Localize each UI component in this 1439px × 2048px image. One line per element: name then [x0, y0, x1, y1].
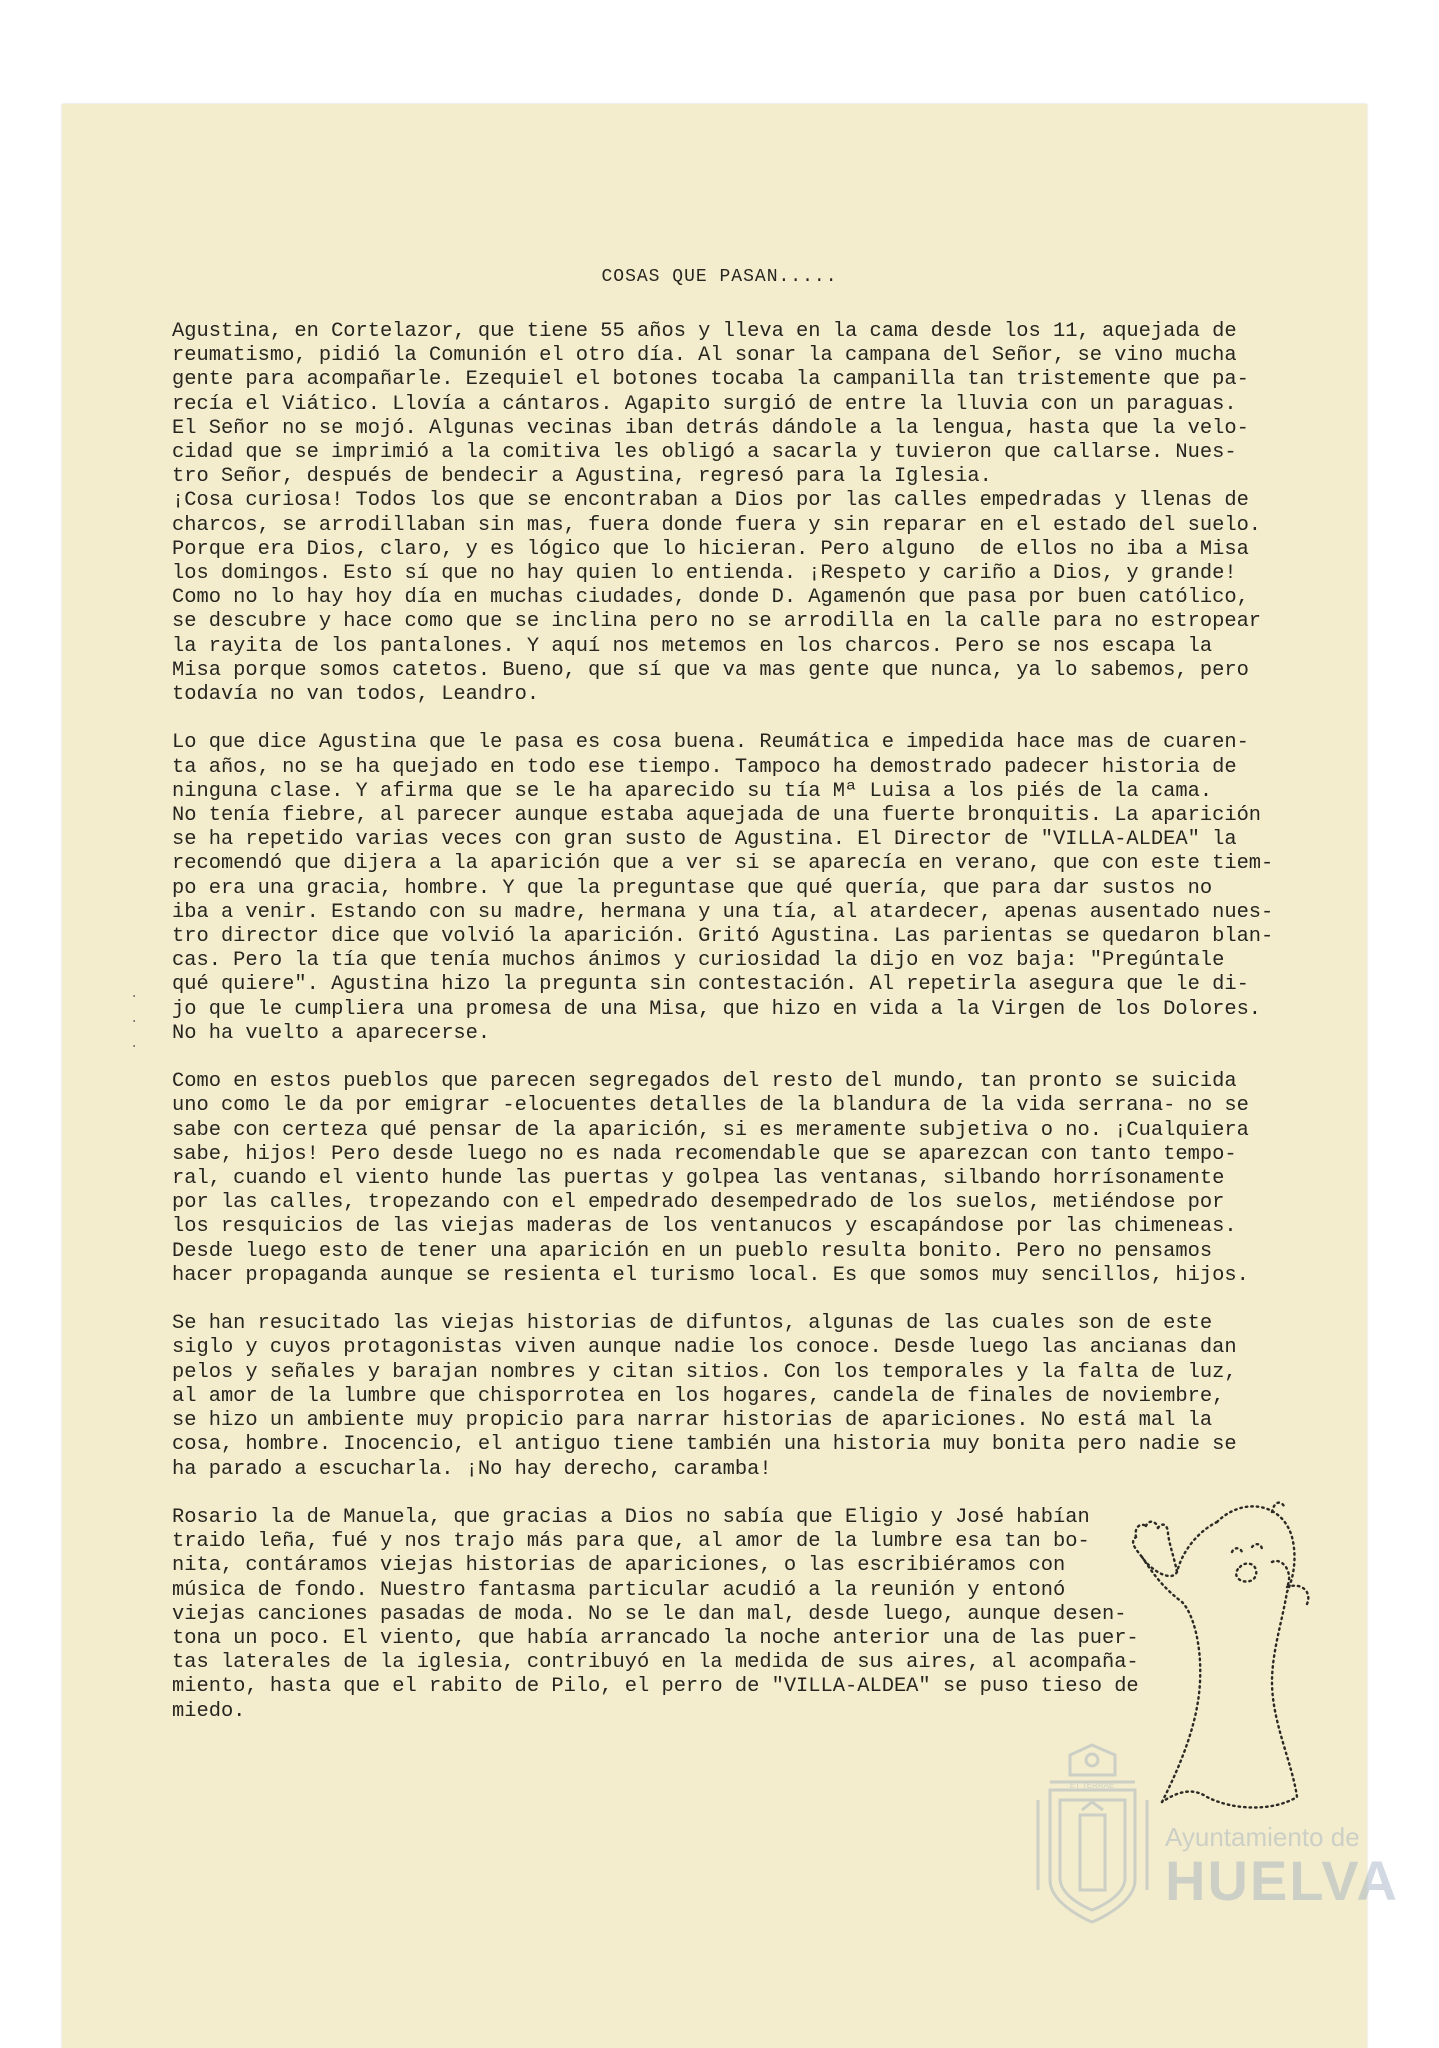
text-line: reumatismo, pidió la Comunión el otro día. Al sonar la campana del Señor, se vino mucha	[172, 344, 1237, 368]
paragraph-1	[172, 320, 1347, 707]
text-line: qué quiere". Agustina hizo la pregunta sin contestación. Al repetirla asegura que le di-	[172, 973, 1249, 997]
paragraph-2	[172, 731, 1347, 1046]
text-line: jo que le cumpliera una promesa de una Misa, que hizo en vida a la Virgen de los Dolores.	[172, 997, 1262, 1021]
text-line: por las calles, tropezando con el empedrado desempedrado de los suelos, metiéndose por	[172, 1191, 1225, 1215]
text-line: gente para acompañarle. Ezequiel el botones tocaba la campanilla tan tristemente que pa-	[172, 368, 1249, 392]
margin-mark: ·	[130, 1014, 139, 1030]
text-line: los resquicios de las viejas maderas de los ventanucos y escapándose por las chimeneas.	[172, 1215, 1237, 1239]
text-line: cidad que se imprimió a la comitiva les obligó a sacarla y tuvieron que callarse. Nues-	[172, 441, 1237, 465]
text-line: traido leña, fué y nos trajo más para que, al amor de la lumbre esa tan bo-	[172, 1530, 1090, 1554]
paragraph-3	[172, 1070, 1347, 1288]
text-line: tas laterales de la iglesia, contribuyó en la medida de sus aires, al acompaña-	[172, 1651, 1139, 1675]
paragraph-gap	[172, 707, 1347, 731]
text-line: Lo que dice Agustina que le pasa es cosa buena. Reumática e impedida hace mas de cuaren-	[172, 731, 1249, 755]
text-line: cosa, hombre. Inocencio, el antiguo tiene también una historia muy bonita pero nadie se	[172, 1433, 1237, 1457]
text-line: ¡Cosa curiosa! Todos los que se encontraban a Dios por las calles empedradas y llenas de	[172, 489, 1249, 513]
text-line: ral, cuando el viento hunde las puertas y golpea las ventanas, silbando horrísonamente	[172, 1167, 1225, 1191]
text-line: recía el Viático. Llovía a cántaros. Agapito surgió de entre la lluvia con un paraguas.	[172, 392, 1237, 416]
text-line: se hizo un ambiente muy propicio para narrar historias de apariciones. No está mal la	[172, 1409, 1213, 1433]
text-line: tona un poco. El viento, que había arrancado la noche anterior una de las puer-	[172, 1626, 1139, 1650]
text-line: se descubre y hace como que se inclina pero no se arrodilla en la calle para no estropear	[172, 610, 1262, 634]
text-line: cas. Pero la tía que tenía muchos ánimos y curiosidad la dijo en voz baja: "Pregúntale	[172, 949, 1225, 973]
text-line: po era una gracia, hombre. Y que la preguntase que qué quería, que para dar sustos no	[172, 876, 1213, 900]
text-line: siglo y cuyos protagonistas viven aunque nadie los conoce. Desde luego las ancianas dan	[172, 1336, 1237, 1360]
text-line: tro director dice que volvió la aparición. Gritó Agustina. Las parientas se quedaron blan-	[172, 925, 1274, 949]
text-line: ta años, no se ha quejado en todo ese tiempo. Tampoco ha demostrado padecer historia de	[172, 755, 1237, 779]
text-line: Porque era Dios, claro, y es lógico que lo hicieran. Pero alguno de ellos no iba a Misa	[172, 537, 1249, 561]
text-line: Agustina, en Cortelazor, que tiene 55 años y lleva en la cama desde los 11, aquejada de	[172, 320, 1237, 343]
text-line: uno como le da por emigrar -elocuentes detalles de la blandura de la vida serrana- no se	[172, 1094, 1249, 1118]
text-line: nita, contáramos viejas historias de apariciones, o las escribiéramos con	[172, 1554, 1066, 1578]
watermark-title: HUELVA	[1165, 1849, 1399, 1912]
text-line: Desde luego esto de tener una aparición en un pueblo resulta bonito. Pero no pensamos	[172, 1239, 1213, 1263]
document-title: COSAS QUE PASAN.....	[601, 267, 838, 287]
text-line: música de fondo. Nuestro fantasma particular acudió a la reunión y entonó	[172, 1578, 1066, 1602]
text-line: la rayita de los pantalones. Y aquí nos metemos en los charcos. Pero se nos escapa la	[172, 634, 1213, 658]
text-line: El Señor no se mojó. Algunas vecinas iban detrás dándole a la lengua, hasta que la velo-	[172, 416, 1249, 440]
text-line: recomendó que dijera a la aparición que a ver si se aparecía en verano, que con este tiem-	[172, 852, 1274, 876]
text-line: No tenía fiebre, al parecer aunque estaba aquejada de una fuerte bronquitis. La aparición	[172, 804, 1262, 828]
text-line: viejas canciones pasadas de moda. No se le dan mal, desde luego, aunque desen-	[172, 1602, 1127, 1626]
watermark-subtitle: Ayuntamiento de	[1165, 1822, 1360, 1852]
text-line: ha parado a escucharla. ¡No hay derecho, caramba!	[172, 1457, 772, 1481]
text-line: miedo.	[172, 1699, 246, 1723]
text-line: iba a venir. Estando con su madre, hermana y una tía, al atardecer, apenas ausentado nues-	[172, 900, 1274, 924]
text-line: Se han resucitado las viejas historias de difuntos, algunas de las cuales son de este	[172, 1312, 1213, 1336]
margin-mark: ·	[130, 989, 139, 1005]
text-line: Rosario la de Manuela, que gracias a Dios no sabía que Eligio y José habían	[172, 1505, 1090, 1529]
text-line: todavía no van todos, Leandro.	[172, 683, 540, 707]
margin-mark: ·	[130, 1039, 139, 1055]
text-line: miento, hasta que el rabito de Pilo, el perro de "VILLA-ALDEA" se puso tieso de	[172, 1675, 1139, 1699]
text-line: pelos y señales y barajan nombres y citan sitios. Con los temporales y la falta de luz,	[172, 1360, 1237, 1384]
text-line: Como no lo hay hoy día en muchas ciudades, donde D. Agamenón que pasa por buen católico,	[172, 586, 1249, 610]
text-line: al amor de la lumbre que chisporrotea en los hogares, candela de finales de noviembre,	[172, 1384, 1225, 1408]
paragraph-gap	[172, 1046, 1347, 1070]
text-line: Como en estos pueblos que parecen segregados del resto del mundo, tan pronto se suicida	[172, 1070, 1237, 1094]
crest-icon	[1030, 1740, 1155, 1930]
text-line: ninguna clase. Y afirma que se le ha aparecido su tía Mª Luisa a los piés de la cama.	[172, 779, 1213, 803]
text-line: charcos, se arrodillaban sin mas, fuera donde fuera y sin reparar en el estado del suelo.	[172, 513, 1262, 537]
crest-label: ET TERRAE	[1069, 1781, 1115, 1790]
text-line: sabe, hijos! Pero desde luego no es nada recomendable que se aparezcan con tanto tempo-	[172, 1142, 1237, 1166]
text-line: los domingos. Esto sí que no hay quien lo entienda. ¡Respeto y cariño a Dios, y grande!	[172, 562, 1237, 586]
text-line: hacer propaganda aunque se resienta el turismo local. Es que somos muy sencillos, hijos.	[172, 1263, 1249, 1287]
text-line: Misa porque somos catetos. Bueno, que sí que va mas gente que nunca, ya lo sabemos, pero	[172, 658, 1249, 682]
paragraph-4	[172, 1312, 1347, 1481]
watermark	[1030, 1740, 1399, 1930]
text-line: tro Señor, después de bendecir a Agustina, regresó para la Iglesia.	[172, 465, 992, 489]
text-line: No ha vuelto a aparecerse.	[172, 1021, 491, 1045]
text-line: sabe con certeza qué pensar de la aparición, si es meramente subjetiva o no. ¡Cualquiera	[172, 1118, 1249, 1142]
text-line: se ha repetido varias veces con gran susto de Agustina. El Director de "VILLA-ALDEA" la	[172, 828, 1237, 852]
paragraph-gap	[172, 1288, 1347, 1312]
